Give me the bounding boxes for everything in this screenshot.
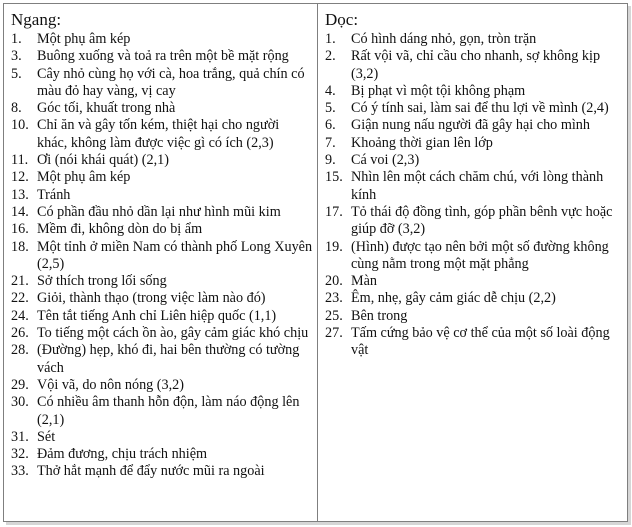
across-clue xyxy=(11,31,313,48)
clue-text: Có nhiều âm thanh hỗn độn, làm náo động lên (2,1) xyxy=(37,394,300,428)
clue-text: Cá voi (2,3) xyxy=(351,152,420,169)
clue-number: 27. xyxy=(325,325,343,342)
across-clue xyxy=(11,429,313,446)
across-clue xyxy=(11,204,313,221)
clue-text: Thở hắt mạnh để đẩy nước mũi ra ngoài xyxy=(37,463,265,480)
across-clue xyxy=(11,48,313,65)
down-clue xyxy=(325,308,623,325)
clue-text: Có hình dáng nhỏ, gọn, tròn trặn xyxy=(351,31,537,47)
clue-text: Chỉ ăn và gây tốn kém, thiệt hại cho người khác, không làm được việc gì có ích (2,3) xyxy=(37,117,280,151)
clue-text: Tên tắt tiếng Anh chỉ Liên hiệp quốc (1,1) xyxy=(37,307,277,324)
down-clue-list xyxy=(325,31,623,360)
across-clue xyxy=(11,308,313,325)
across-clue xyxy=(11,187,313,204)
down-clue xyxy=(325,100,623,117)
table-shadow-bottom xyxy=(6,522,631,525)
clue-number: 30. xyxy=(11,394,29,411)
clue-text: To tiếng một cách ồn ào, gây cảm giác khó chịu xyxy=(37,325,309,342)
clue-text: Mềm đi, không dòn do bị ẩm xyxy=(37,221,203,238)
clue-text: Đảm đương, chịu trách nhiệm xyxy=(37,446,208,463)
clue-number: 9. xyxy=(325,152,336,169)
down-clue xyxy=(325,204,623,239)
down-clue xyxy=(325,135,623,152)
clue-text: Có ý tính sai, làm sai để thu lợi về mình (2,4) xyxy=(351,100,609,117)
clue-text: Vội vã, do nôn nóng (3,2) xyxy=(37,376,184,393)
down-clue xyxy=(325,169,623,204)
clue-number: 21. xyxy=(11,273,29,290)
across-clue xyxy=(11,273,313,290)
clue-text: Sở thích trong lối sống xyxy=(37,273,167,290)
clue-text: Giận nung nấu người đã gây hại cho mình xyxy=(351,117,590,134)
clue-number: 17. xyxy=(325,203,343,220)
clue-number: 31. xyxy=(11,428,29,445)
across-clue xyxy=(11,152,313,169)
across-clue xyxy=(11,117,313,152)
down-clue xyxy=(325,290,623,307)
clue-text: Ơi (nói khái quát) (2,1) xyxy=(37,152,169,169)
clue-number: 1. xyxy=(325,31,336,47)
clue-text: Một phụ âm kép xyxy=(37,169,131,186)
clue-number: 13. xyxy=(11,186,29,203)
across-clue xyxy=(11,463,313,480)
clue-text: Có phần đầu nhỏ dần lại như hình mũi kim xyxy=(37,203,281,220)
clue-text: Bên trong xyxy=(351,307,408,324)
clue-number: 23. xyxy=(325,290,343,307)
clue-number: 7. xyxy=(325,134,336,151)
clue-number: 6. xyxy=(325,117,336,134)
down-clue xyxy=(325,31,623,48)
down-clue xyxy=(325,83,623,100)
clue-number: 25. xyxy=(325,307,343,324)
clue-text: Giỏi, thành thạo (trong việc làm nào đó) xyxy=(37,290,266,307)
clue-number: 22. xyxy=(11,290,29,307)
clue-number: 3. xyxy=(11,48,22,65)
down-clue xyxy=(325,117,623,134)
clue-number: 19. xyxy=(325,238,343,255)
clue-number: 11. xyxy=(11,152,29,169)
clue-number: 5. xyxy=(11,65,22,82)
across-clue xyxy=(11,325,313,342)
clue-text: Tỏ thái độ đồng tình, góp phần bênh vực hoặc giúp đỡ (3,2) xyxy=(351,203,613,238)
clue-number: 10. xyxy=(11,117,29,134)
across-clue xyxy=(11,239,313,274)
clue-text: Buông xuống và toả ra trên một bề mặt rộng xyxy=(37,48,289,65)
clue-text: Khoảng thời gian lên lớp xyxy=(351,134,493,151)
clue-text: (Hình) được tạo nên bởi một số đường không cùng nằm trong một mặt phẳng xyxy=(351,238,609,272)
clue-number: 28. xyxy=(11,342,29,359)
down-clue xyxy=(325,239,623,274)
down-clue xyxy=(325,48,623,83)
clue-text: Bị phạt vì một tội không phạm xyxy=(351,82,526,99)
down-column xyxy=(318,4,627,521)
across-clue xyxy=(11,394,313,429)
clue-text: Cây nhỏ cùng họ với cà, hoa trắng, quả chín có màu đỏ hay vàng, vị cay xyxy=(37,65,305,99)
across-heading: Ngang: xyxy=(11,10,62,29)
down-clue xyxy=(325,152,623,169)
clue-number: 18. xyxy=(11,238,29,255)
across-clue-list xyxy=(11,31,313,481)
across-clue xyxy=(11,100,313,117)
clue-number: 4. xyxy=(325,82,336,99)
clue-number: 26. xyxy=(11,325,29,342)
clue-text: Rất vội vã, chỉ cầu cho nhanh, sợ không kịp (3,2) xyxy=(351,48,601,82)
table-shadow-right xyxy=(628,6,631,525)
clue-text: (Đường) hẹp, khó đi, hai bên thường có tường vách xyxy=(37,342,300,376)
across-clue xyxy=(11,221,313,238)
clue-number: 24. xyxy=(11,307,29,324)
down-heading: Dọc: xyxy=(325,10,359,29)
clue-number: 2. xyxy=(325,48,336,65)
across-clue xyxy=(11,290,313,307)
clue-text: Sét xyxy=(37,428,56,445)
clue-number: 20. xyxy=(325,273,343,290)
clue-number: 32. xyxy=(11,446,29,463)
across-clue xyxy=(11,169,313,186)
across-clue xyxy=(11,66,313,101)
clue-text: Tấm cứng bảo vệ cơ thể của một số loài động vật xyxy=(351,325,610,359)
across-column xyxy=(4,4,318,521)
across-clue xyxy=(11,377,313,394)
clue-number: 14. xyxy=(11,203,29,220)
down-clue xyxy=(325,325,623,360)
crossword-clues-table xyxy=(3,3,628,522)
clue-number: 5. xyxy=(325,100,336,117)
across-clue xyxy=(11,446,313,463)
clue-number: 29. xyxy=(11,376,29,393)
clue-number: 12. xyxy=(11,169,29,186)
across-clue xyxy=(11,342,313,377)
clue-number: 15. xyxy=(325,169,343,186)
clue-text: Tránh xyxy=(37,186,71,203)
clue-text: Một tỉnh ở miền Nam có thành phố Long Xuyên (2,5) xyxy=(37,238,313,272)
clue-text: Nhìn lên một cách chăm chú, với lòng thành kính xyxy=(351,169,604,203)
clue-text: Góc tối, khuất trong nhà xyxy=(37,100,176,117)
clue-text: Một phụ âm kép xyxy=(37,31,131,47)
clue-number: 16. xyxy=(11,221,29,238)
clue-text: Màn xyxy=(351,273,378,290)
down-clue xyxy=(325,273,623,290)
clue-number: 1. xyxy=(11,31,22,47)
clue-number: 8. xyxy=(11,100,22,117)
clue-number: 33. xyxy=(11,463,29,480)
clue-text: Êm, nhẹ, gây cảm giác dễ chịu (2,2) xyxy=(351,290,556,307)
